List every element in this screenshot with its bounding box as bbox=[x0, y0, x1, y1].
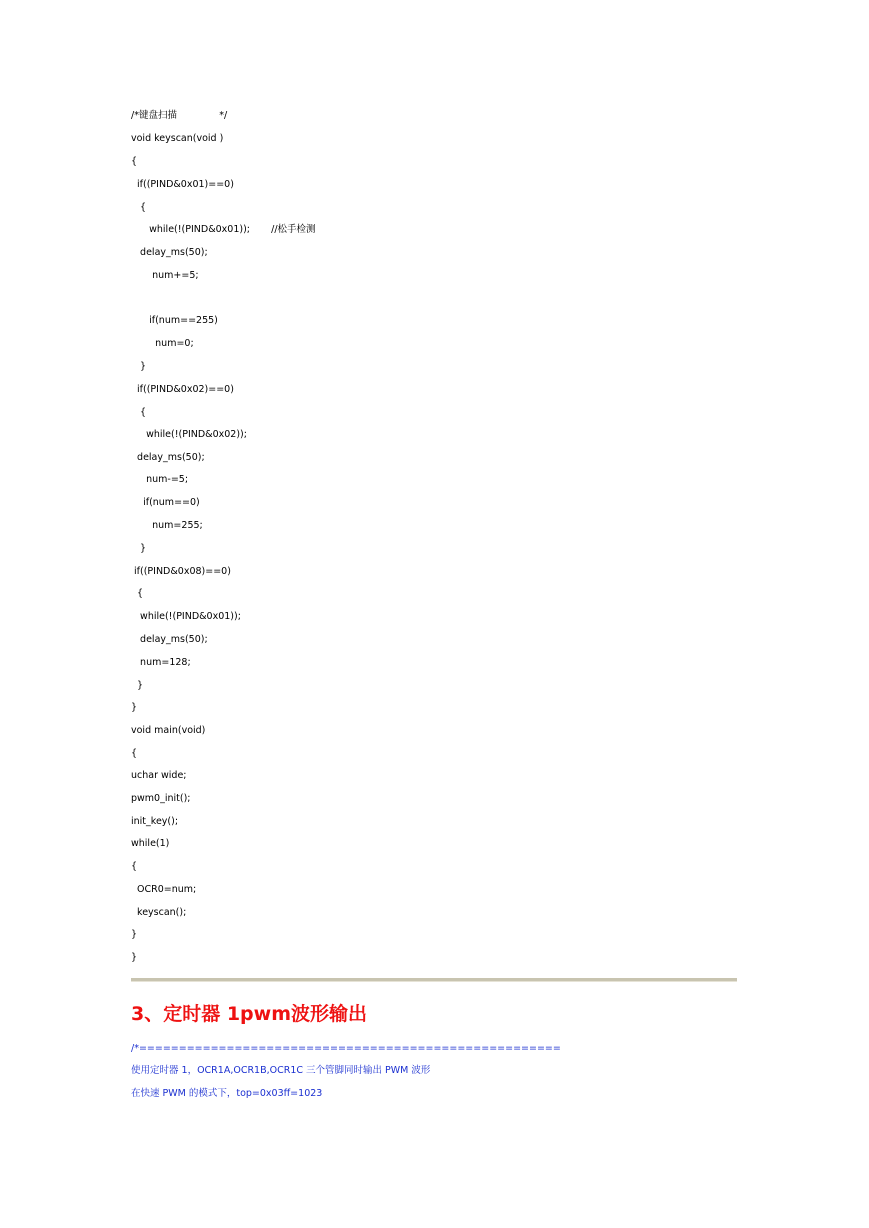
code-line: keyscan(); bbox=[131, 907, 187, 918]
code-line: { bbox=[131, 202, 147, 213]
section-heading: 3、定时器 1pwm波形输出 bbox=[131, 1003, 368, 1025]
comment-line: 在快速 PWM 的模式下，top=0x03ff=1023 bbox=[131, 1088, 323, 1099]
code-line: } bbox=[131, 952, 138, 963]
code-line: delay_ms(50); bbox=[131, 247, 208, 258]
code-line: while(!(PIND&0x01)); //松手检测 bbox=[131, 224, 316, 235]
comment-line: /*===================================================== bbox=[131, 1043, 561, 1054]
code-line: { bbox=[131, 748, 138, 759]
code-line: { bbox=[131, 588, 144, 599]
code-line: } bbox=[131, 361, 147, 372]
code-line: void main(void) bbox=[131, 725, 206, 736]
code-line: while(!(PIND&0x01)); bbox=[131, 611, 241, 622]
code-line: { bbox=[131, 156, 138, 167]
code-line: if((PIND&0x02)==0) bbox=[131, 384, 234, 395]
code-line: num-=5; bbox=[131, 474, 189, 485]
horizontal-divider bbox=[131, 978, 737, 982]
code-line: init_key(); bbox=[131, 816, 179, 827]
code-line: { bbox=[131, 407, 147, 418]
code-line: num=0; bbox=[131, 338, 194, 349]
code-line: void keyscan(void ) bbox=[131, 133, 224, 144]
code-line: } bbox=[131, 702, 138, 713]
code-line: if((PIND&0x01)==0) bbox=[131, 179, 234, 190]
comment-line: 使用定时器 1，OCR1A,OCR1B,OCR1C 三个管脚同时输出 PWM 波形 bbox=[131, 1065, 431, 1076]
code-line: num=128; bbox=[131, 657, 191, 668]
code-line: OCR0=num; bbox=[131, 884, 197, 895]
code-line: { bbox=[131, 861, 138, 872]
code-line: } bbox=[131, 680, 144, 691]
code-line: while(1) bbox=[131, 838, 170, 849]
code-line: delay_ms(50); bbox=[131, 452, 205, 463]
code-line: if((PIND&0x08)==0) bbox=[131, 566, 231, 577]
code-line: while(!(PIND&0x02)); bbox=[131, 429, 247, 440]
code-line: } bbox=[131, 929, 138, 940]
code-line: if(num==255) bbox=[131, 315, 218, 326]
code-line: if(num==0) bbox=[131, 497, 200, 508]
code-line: pwm0_init(); bbox=[131, 793, 191, 804]
code-line: delay_ms(50); bbox=[131, 634, 208, 645]
code-line: num=255; bbox=[131, 520, 203, 531]
code-line: num+=5; bbox=[131, 270, 199, 281]
code-line: uchar wide; bbox=[131, 770, 187, 781]
code-line: /*键盘扫描 */ bbox=[131, 110, 228, 121]
code-line: } bbox=[131, 543, 147, 554]
